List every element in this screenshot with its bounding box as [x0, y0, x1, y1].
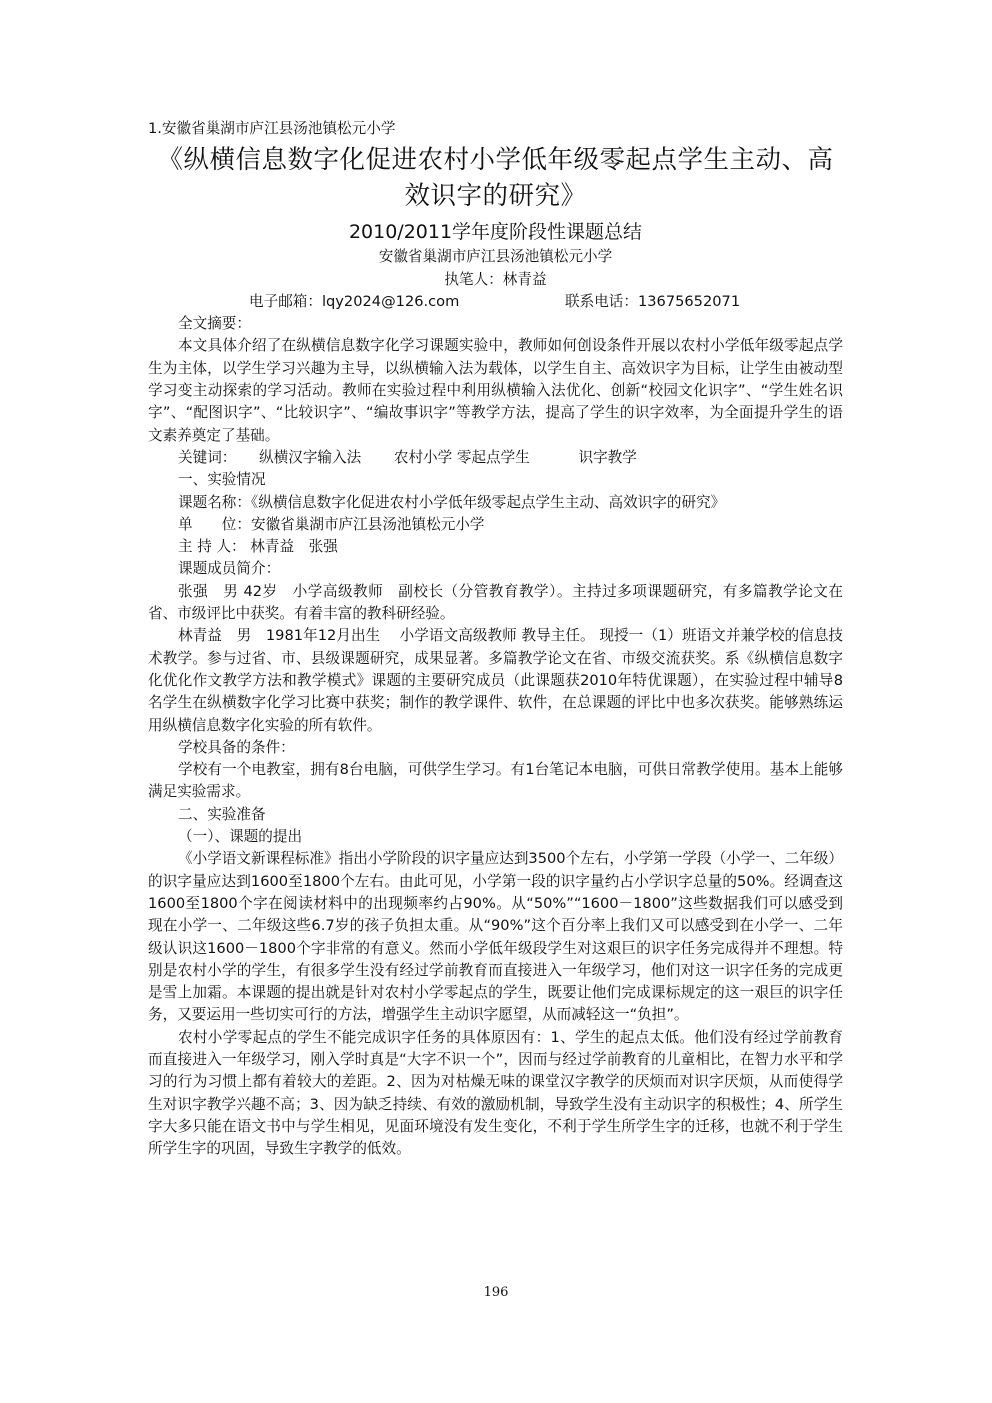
document-page — [148, 118, 843, 1160]
keywords-label: 关键词： — [178, 448, 237, 466]
keyword-2: 农村小学 零起点学生 — [393, 448, 530, 466]
email-text: 电子邮箱：lqy2024@126.com — [249, 292, 460, 310]
section-1-heading: 一、实验情况 — [178, 471, 266, 489]
body-paragraph-1: 《小学语文新课程标准》指出小学阶段的识字量应达到3500个左右，小学第一学段（小学一、二年级）的识字量应达到1600至1800个左右。由此可见，小学第一段的识字量约占小学识字总量的50%。经调查这1600至1800个字在阅读材料中的出现频率约占90%。从“50%”“1600－1800”这些数据我们可以感受到现在小学一、二年级这些6.7岁的孩子负担太重。从“90%”这个百分率上我们又可以感受到在小学一、二年级认识这1600－1800个字非常的有意义。然而小学低年级段学生对这艰巨的识字任务完成得并不理想。特别是农村小学的学生，有很多学生没有经过学前教育而直接进入一年级学习，他们对这一识字任务的完成更是雪上加霜。本课题的提出就是针对农村小学零起点的学生，既要让他们完成课标规定的这一艰巨的识字任务，又要运用一些切实可行的方法，增强学生主动识字愿望，从而减轻这一“负担”。 — [148, 850, 843, 1024]
school-name: 安徽省巢湖市庐江县汤池镇松元小学 — [378, 248, 613, 266]
abstract-heading: 全文摘要： — [178, 315, 251, 333]
body-paragraph-2: 农村小学零起点的学生不能完成识字任务的具体原因有：1、学生的起点太低。他们没有经过学前教育而直接进入一年级学习，刚入学时真是“大字不识一个”，因而与经过学前教育的儿童相比，在智力水平和学习的行为习惯上都有着较大的差距。2、因为对枯燥无味的课堂汉字教学的厌烦而对识字厌烦，从而使得学生对识字教学兴趣不高；3、因为缺乏持续、有效的激励机制，导致学生没有主动识字的积极性；4、所学生字大多只能在语文书中与学生相见，见面环境没有发生变化，不利于学生所学生字的迁移，也就不利于学生所学生字的巩固，导致生字教学的低效。 — [148, 1028, 843, 1158]
title-line-2: 效识字的研究》 — [404, 181, 587, 212]
document-title — [148, 142, 843, 214]
member-lin-qingyi: 林青益 男 1981年12月出生 小学语文高级教师 教导主任。 现授一（1）班语文并兼学校的信息技术教学。参与过省、市、县级课题研究，成果显著。多篇教学论文在省、市级交流获奖。系《纵横信息数字化优化作文教学方法和教学模式》课题的主要研究成员（此课题获2010年特优课题），在实验过程中辅导8名学生在纵横数字化学习比赛中获奖；制作的教学课件、软件，在总课题的评比中也多次获奖。能够熟练运用纵横信息数字化实验的所有软件。 — [148, 627, 843, 734]
members-heading: 课题成员简介： — [178, 560, 281, 578]
section-2-heading: 二、实验准备 — [178, 805, 266, 823]
conditions-paragraph: 学校有一个电教室，拥有8台电脑，可供学生学习。有1台笔记本电脑，可供日常教学使用。基本上能够满足实验需求。 — [148, 761, 843, 801]
page-number: 196 — [483, 1285, 509, 1300]
header-affiliation: 1.安徽省巢湖市庐江县汤池镇松元小学 — [148, 120, 396, 137]
keyword-3: 识字教学 — [578, 448, 637, 466]
contact-line — [148, 291, 843, 313]
member-zhang-qiang: 张强 男 42岁 小学高级教师 副校长（分管教育教学）。主持过多项课题研究，有多篇教学论文在省、市级评比中获奖。有着丰富的教科研经验。 — [148, 582, 843, 623]
phone-text: 联系电话：13675652071 — [565, 292, 741, 310]
project-unit: 单 位：安徽省巢湖市庐江县汤池镇松元小学 — [178, 515, 485, 533]
author-line: 执笔人：林青益 — [444, 270, 547, 288]
title-line-1: 《纵横信息数字化促进农村小学低年级零起点学生主动、高 — [157, 145, 834, 176]
keywords-line — [148, 447, 843, 469]
document-subtitle: 2010/2011学年度阶段性课题总结 — [348, 221, 643, 244]
subsection-1-heading: （一）、课题的提出 — [178, 828, 303, 846]
project-leaders: 主 持 人： 林青益 张强 — [178, 538, 338, 556]
abstract-paragraph: 本文具体介绍了在纵横信息数字化学习课题实验中，教师如何创设条件开展以农村小学低年级零起点学生为主体，以学生学习兴趣为主导，以纵横输入法为载体，以学生自主、高效识字为目标，让学生由被动型学习变主动探索的学习活动。教师在实验过程中利用纵横输入法优化、创新“校园文化识字”、“学生姓名识字”、“配图识字”、“比较识字”、“编故事识字”等教学方法，提高了学生的识字效率，为全面提升学生的语文素养奠定了基础。 — [148, 337, 843, 444]
keyword-1: 纵横汉字输入法 — [259, 448, 362, 466]
conditions-heading: 学校具备的条件： — [178, 738, 295, 756]
project-name: 课题名称：《纵横信息数字化促进农村小学低年级零起点学生主动、高效识字的研究》 — [178, 493, 726, 511]
